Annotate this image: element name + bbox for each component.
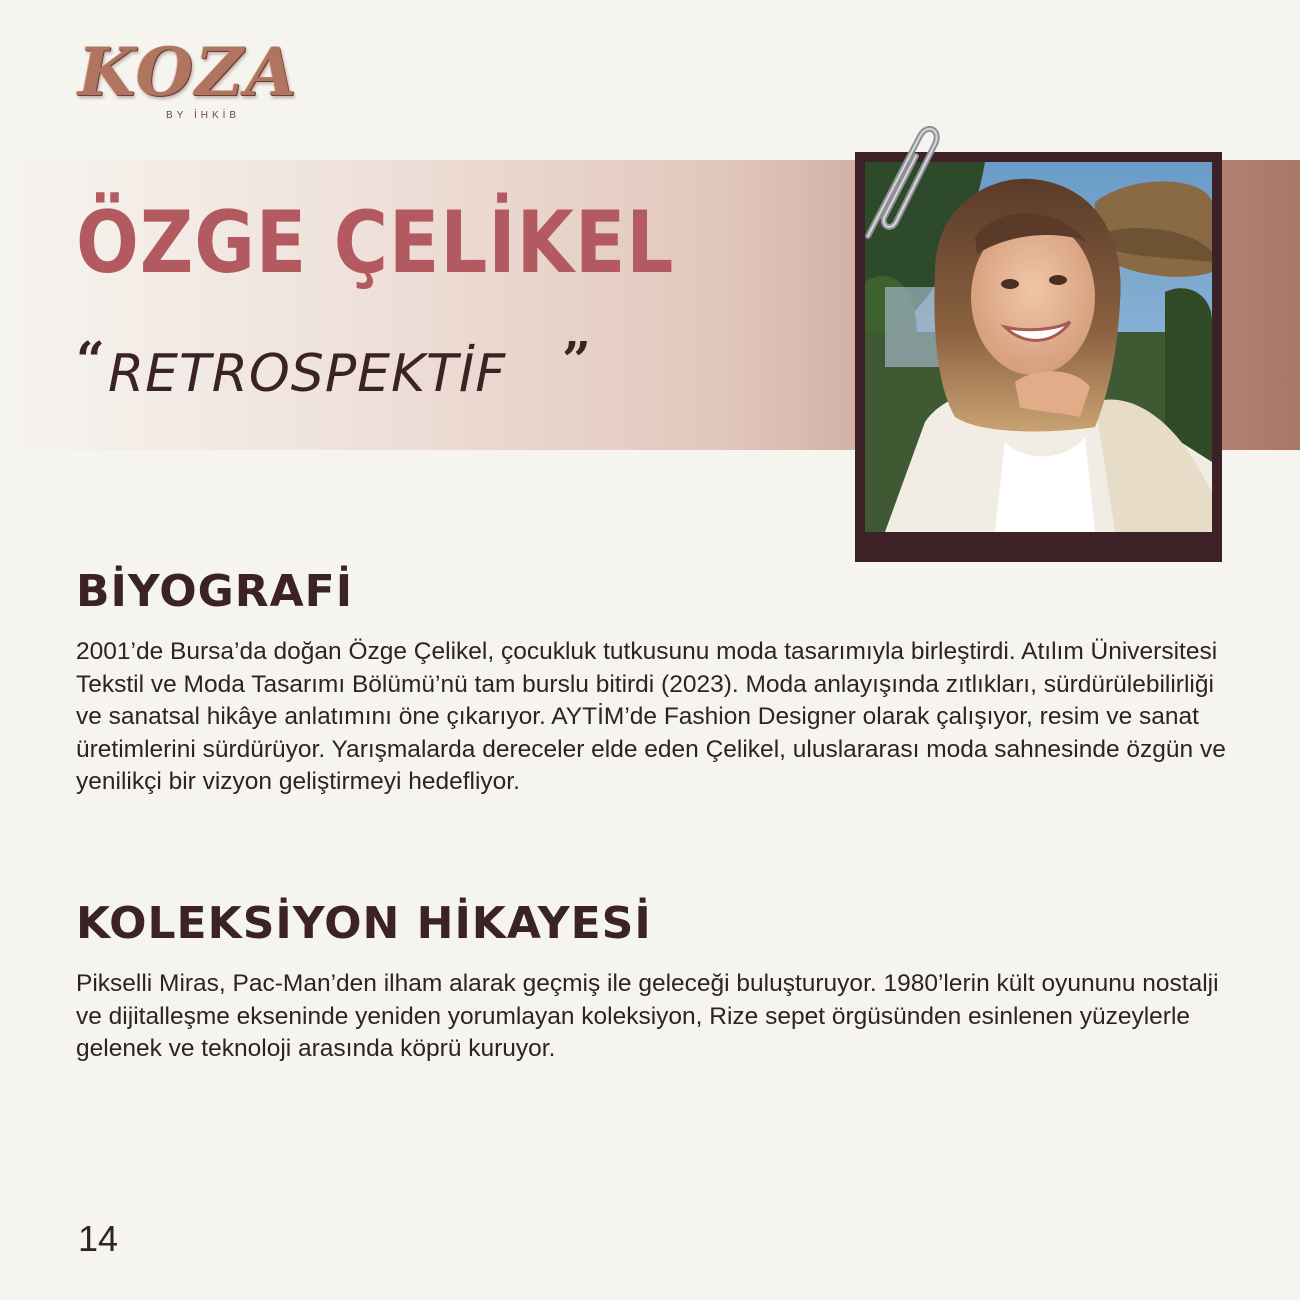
subtitle-text: RETROSPEKTİF [108, 344, 507, 404]
designer-name: ÖZGE ÇELİKEL [76, 193, 675, 293]
collection-subtitle [76, 330, 836, 420]
koza-logo [78, 34, 308, 124]
paperclip-icon [838, 118, 948, 248]
close-quote: ” [562, 330, 591, 389]
biography-heading: BİYOGRAFİ [76, 566, 354, 617]
biography-text: 2001’de Bursa’da doğan Özge Çelikel, çocukluk tutkusunu moda tasarımıyla birleştirdi. Atılım Üniversitesi Tekstil ve Moda Tasarımı Bölümü’nü tam burslu bitirdi (2023). Moda anlayışında zıtlıkları, sürdürülebilirliği ve sanatsal hikâye anlatımını öne çıkarıyor. AYTİM’de Fashion Designer olarak çalışıyor, resim ve sanat üretimlerini sürdürüyor. Yarışmalarda dereceler elde eden Çelikel, uluslararası moda sahnesinde özgün ve yenilikçi bir vizyon geliştirmeyi hedefliyor. [76, 638, 1226, 795]
logo-subtitle: BY İHKİB [166, 110, 241, 121]
paperclip-drawing [838, 118, 948, 248]
collection-story-text: Pikselli Miras, Pac-Man’den ilham alarak geçmiş ile geleceği buluşturuyor. 1980’lerin kült oyununu nostalji ve dijitalleşme ekseninde yeniden yorumlayan koleksiyon, Rize sepet örgüsünden esinlenen yüzeylerle gelenek ve teknoloji arasında köprü kuruyor. [76, 970, 1219, 1062]
page-number: 14 [78, 1218, 119, 1259]
collection-story-heading: KOLEKSİYON HİKAYESİ [76, 898, 652, 949]
open-quote: “ [76, 330, 105, 389]
logo-wordmark: KOZA [78, 33, 299, 111]
